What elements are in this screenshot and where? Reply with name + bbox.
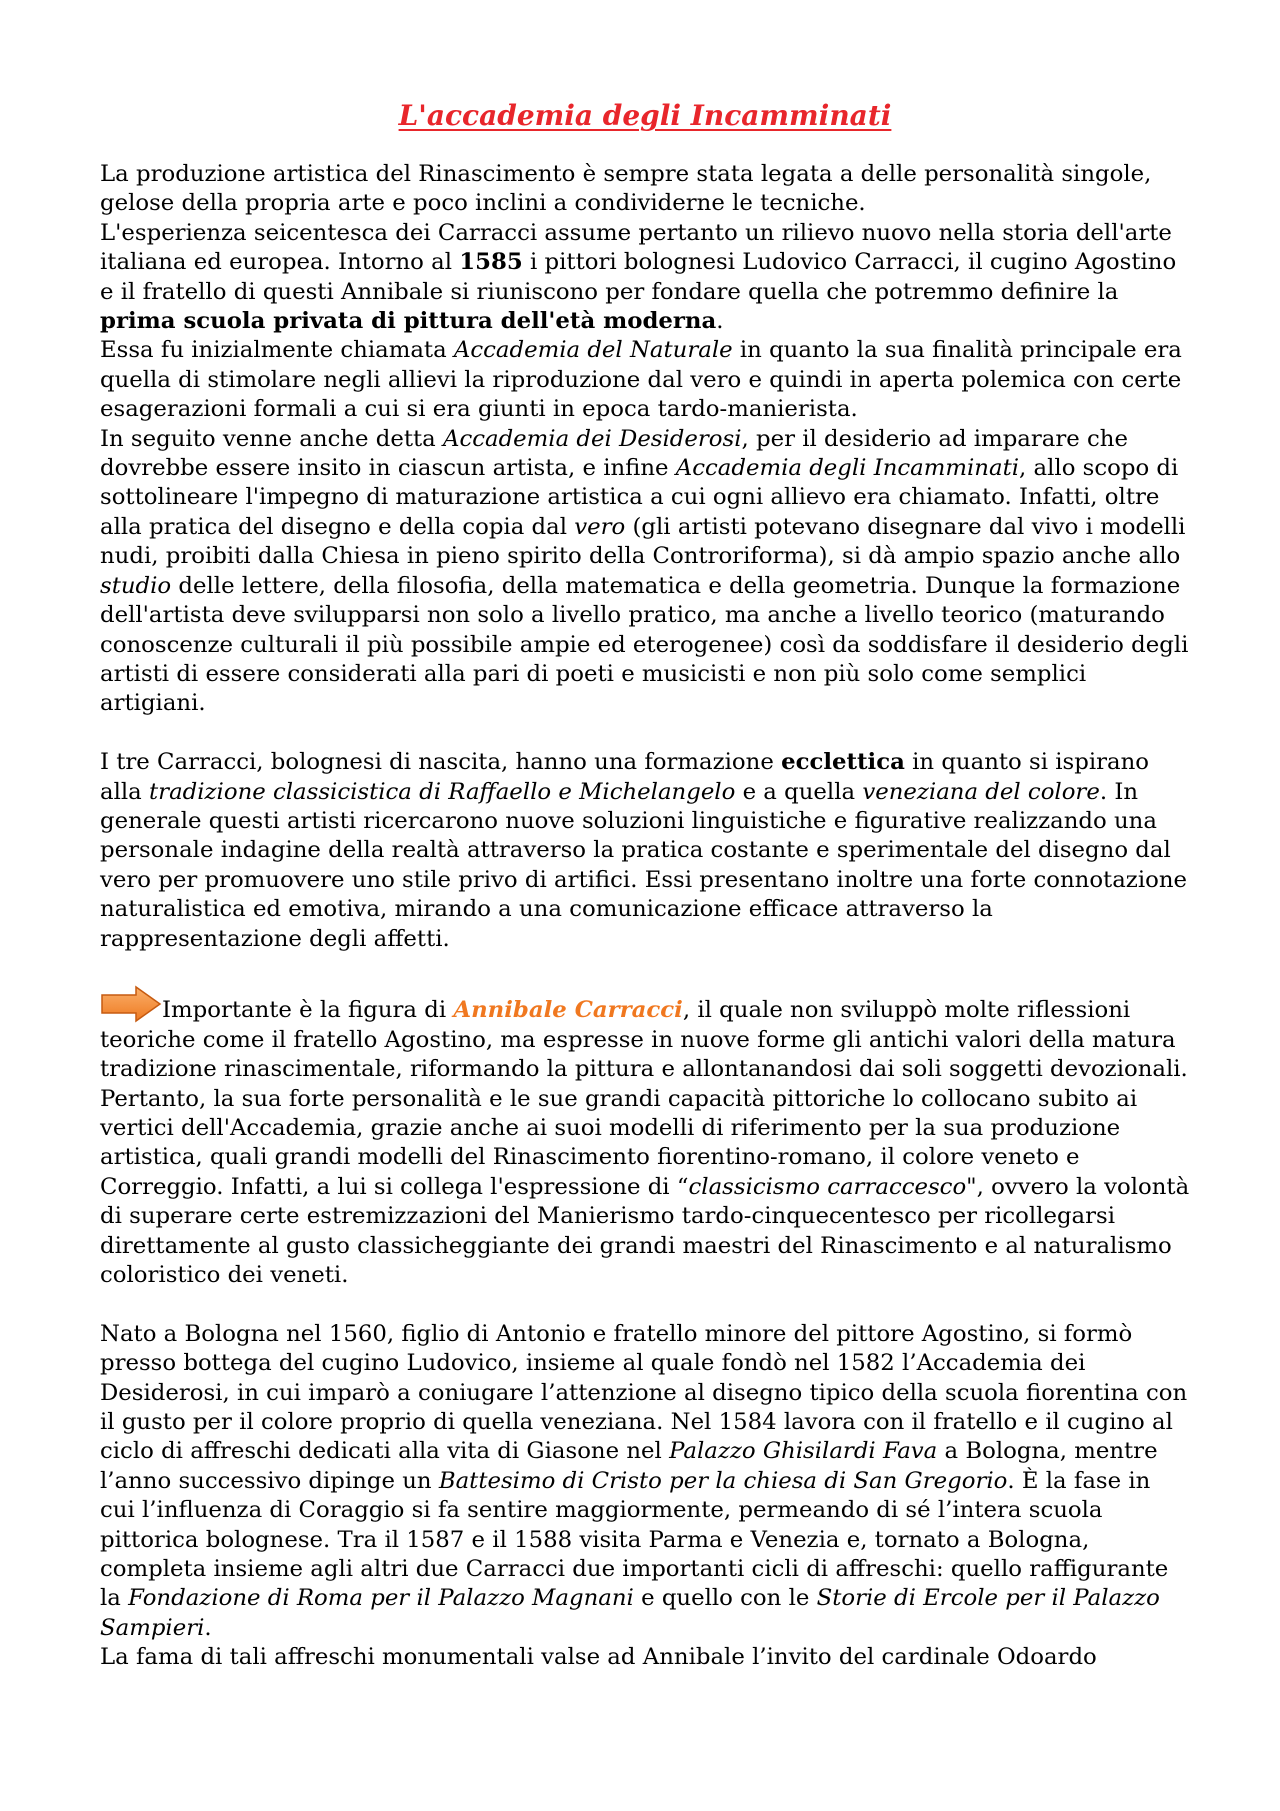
text: Essa fu inizialmente chiamata [100, 337, 454, 364]
text: L'esperienza seicentesca dei Carracci assume pertanto un rilievo nuovo nella storia dell'arte italiana ed europea. Intorno al [100, 219, 1172, 276]
paragraph-eclectic [100, 748, 1190, 954]
text: in quanto la sua finalità principale era quella di stimolare negli allievi la riproduzione dal vero e quindi in aperta polemica con certe esagerazioni formali a cui si era giunti in epoca tardo-manierista. [100, 337, 1182, 423]
text: . È la fase in cui l’influenza di Coraggio si fa sentire maggiormente, permeando di sé l’intera scuola pittorica bolognese. Tra il 1587 e il 1588 visita Parma e Venezia e, tornato a Bologna, completa insieme agli altri due Carracci due importanti cicli di affreschi: quello raffigurante la [100, 1467, 1169, 1612]
text: in quanto si ispirano alla [100, 749, 1150, 805]
italic-text: Accademia del Naturale [453, 337, 733, 364]
italic-text: Battesimo di Cristo per la chiesa di San Gregorio [438, 1467, 1008, 1494]
italic-text: Accademia dei Desiderosi [443, 425, 742, 452]
text: . [716, 308, 724, 335]
text: , per il desiderio ad imparare che dovrebbe essere insito in ciascun artista, e infine [100, 425, 1128, 482]
text: . In generale questi artisti ricercarono nuove soluzioni linguistiche e figurative realizzando una personale indagine della realtà attraverso la pratica costante e sperimentale del disegno dal vero per promuovere uno stile privo di artifici. Essi presentano inoltre una forte connotazione naturalistica ed emotiva, mirando a una comunicazione efficace attraverso la rappresentazione degli affetti. [100, 778, 1188, 952]
artist-name: Annibale Carracci [453, 997, 683, 1024]
text: ", ovvero la volontà di superare certe estremizzazioni del Manierismo tardo-cinquecentesco per ricollegarsi direttamente al gusto classicheggiante dei grandi maestri del Rinascimento e al naturalismo coloristico dei veneti. [100, 1173, 1190, 1288]
italic-text: Storie di Ercole per il Palazzo Sampieri [100, 1585, 1160, 1641]
text: e a quella [735, 778, 863, 805]
text: , il quale non sviluppò molte riflessioni teoriche come il fratello Agostino, ma espresse in nuove forme gli antichi valori della matura tradizione rinascimentale, riformando la pittura e allontanandosi dai soli soggetti devozionali. Pertanto, la sua forte personalità e le sue grandi capacità pittoriche lo collocano subito ai vertici dell'Accademia, grazie anche ai suoi modelli di riferimento per la sua produzione artistica, quali grandi modelli del Rinascimento fiorentino-romano, il colore veneto e Correggio. Infatti, a lui si collega l'espressione di “ [100, 997, 1188, 1200]
text: (gli artisti potevano disegnare dal vivo i modelli nudi, proibiti dalla Chiesa in pieno spirito della Controriforma), si dà ampio spazio anche allo [100, 513, 1186, 570]
text: La produzione artistica del Rinascimento è sempre stata legata a delle personalità singole, gelose della propria arte e poco inclini a condividerne le tecniche. [100, 161, 1152, 217]
paragraph-annibale [100, 985, 1190, 1290]
bold-text: 1585 [459, 249, 523, 276]
paragraph-spacer [100, 1290, 1190, 1319]
text: La fama di tali affreschi monumentali valse ad Annibale l’invito del cardinale Odoardo [100, 1644, 1097, 1671]
italic-text: veneziana del colore [862, 778, 1100, 805]
paragraph-spacer [100, 954, 1190, 983]
paragraph-origins [100, 160, 1190, 719]
text: e quello con le [633, 1585, 817, 1612]
italic-text: classicismo carraccesco [688, 1173, 967, 1200]
text: Nato a Bologna nel 1560, figlio di Antonio e fratello minore del pittore Agostino, si formò presso bottega del cugino Ludovico, insieme al quale fondò nel 1582 l’Accademia dei Desiderosi, in cui imparò a coniugare l’attenzione al disegno tipico della scuola fiorentina con il gusto per il colore proprio di quella veneziana. Nel 1584 lavora con il fratello e il cugino al ciclo di affreschi dedicati alla vita di Giasone nel [100, 1320, 1188, 1465]
text: Importante è la figura di [162, 997, 454, 1024]
document-page [100, 96, 1190, 1673]
page-title: L'accademia degli Incamminati [398, 99, 892, 132]
text: delle lettere, della filosofia, della matematica e della geometria. Dunque la formazione dell'artista deve svilupparsi non solo a livello pratico, ma anche a livello teorico (maturando conoscenze culturali il più possibile ampie ed eterogenee) così da soddisfare il desiderio degli artisti di essere considerati alla pari di poeti e musicisti e non più solo come semplici artigiani. [100, 572, 1189, 717]
italic-text: Fondazione di Roma per il Palazzo Magnani [128, 1585, 634, 1612]
text: a Bologna, mentre l’anno successivo dipinge un [100, 1438, 1158, 1494]
bold-text: ecclettica [781, 749, 905, 776]
text: In seguito venne anche detta [100, 425, 443, 452]
italic-text: Palazzo Ghisilardi Fava [669, 1438, 938, 1465]
italic-text: studio [100, 572, 172, 599]
italic-text: vero [574, 513, 626, 540]
arrow-right-icon [100, 985, 162, 1023]
italic-text: Accademia degli Incamminati [675, 455, 1020, 482]
bold-text: prima scuola privata di pittura dell'età moderna [100, 308, 717, 335]
text: I tre Carracci, bolognesi di nascita, hanno una formazione [100, 749, 782, 776]
italic-text: tradizione classicistica di Raffaello e Michelangelo [149, 778, 736, 805]
paragraph-spacer [100, 719, 1190, 748]
text: i pittori bolognesi Ludovico Carracci, il cugino Agostino e il fratello di questi Annibale si riuniscono per fondare quella che potremmo definire la [100, 249, 1177, 305]
text: , allo scopo di sottolineare l'impegno di maturazione artistica a cui ogni allievo era chiamato. Infatti, oltre alla pratica del disegno e della copia dal [100, 455, 1179, 540]
paragraph-biography [100, 1320, 1190, 1673]
text: . [204, 1614, 212, 1641]
